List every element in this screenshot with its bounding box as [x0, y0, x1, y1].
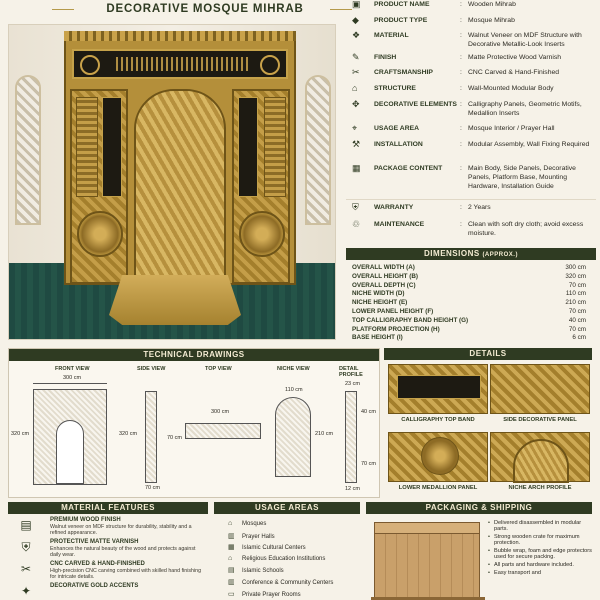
left-window — [15, 75, 41, 225]
usage-item — [228, 543, 306, 551]
spec-label: WARRANTY — [374, 204, 414, 211]
spec-colon: : — [460, 85, 462, 92]
front-view-drawing — [33, 389, 107, 485]
dimension-label: LOWER PANEL HEIGHT (F) — [352, 308, 434, 315]
calligraphy-script — [116, 57, 248, 71]
school-icon: ⌂ — [228, 554, 233, 562]
pattern-icon: ✥ — [352, 99, 360, 109]
dimension-value: 320 cm — [565, 272, 586, 280]
dimension-label: PLATFORM PROJECTION (H) — [352, 325, 440, 333]
dimension-value: 110 cm — [565, 290, 586, 298]
side-depth-label: 70 cm — [145, 485, 160, 491]
packaging-item: • Easy transport and — [488, 570, 592, 576]
right-window — [305, 75, 331, 225]
crate-lid — [374, 522, 480, 534]
spec-colon: : — [460, 101, 462, 108]
packaging-header: PACKAGING & SHIPPING — [366, 502, 592, 514]
dimension-row — [352, 299, 592, 308]
spec-colon: : — [460, 165, 462, 172]
dimension-value: 210 cm — [565, 299, 586, 307]
spec-colon: : — [460, 17, 462, 24]
rug-icon: ▭ — [228, 590, 235, 598]
spec-value: Matte Protective Wood Varnish — [468, 54, 562, 61]
dimension-label: OVERALL HEIGHT (B) — [352, 272, 419, 280]
dimensions-subtitle: (APPROX.) — [482, 252, 518, 258]
dimension-row — [352, 308, 592, 317]
usage-item — [228, 555, 325, 562]
spec-colon: : — [460, 204, 462, 211]
wood-icon: ▤ — [20, 518, 32, 532]
right-side-panel — [232, 89, 290, 284]
left-calligraphy-panel — [102, 97, 122, 197]
spec-colon: : — [460, 69, 462, 76]
band-medallion-right — [260, 55, 280, 75]
layers-icon: ❖ — [352, 30, 361, 40]
side-view-drawing — [145, 391, 157, 483]
niche-view-drawing — [275, 397, 311, 477]
packaging-item: • Bubble wrap, foam and edge protectors used for secure packing. — [488, 548, 592, 561]
dimension-value: 300 cm — [565, 264, 586, 271]
packaging-item: • Delivered disassembled in modular parts. — [488, 520, 592, 533]
shipping-crate-image — [374, 522, 480, 598]
dimension-label: TOP CALLIGRAPHY BAND HEIGHT (G) — [352, 316, 469, 324]
structure-icon: ⌂ — [352, 83, 358, 93]
details-header: DETAILS — [384, 348, 592, 360]
wrench-icon: ⚒ — [352, 139, 361, 149]
spec-label: USAGE AREA — [374, 125, 420, 132]
dimension-value: 70 cm — [568, 281, 586, 289]
spec-label: PRODUCT TYPE — [374, 17, 428, 24]
spec-value: Clean with soft dry cloth; avoid excess moisture. — [468, 221, 584, 237]
top-view-drawing — [185, 423, 261, 439]
dimension-row — [352, 282, 592, 291]
usage-item — [228, 578, 333, 586]
spec-label: PACKAGE CONTENT — [374, 165, 443, 172]
spec-colon: : — [460, 141, 462, 148]
top-depth-label: 70 cm — [167, 435, 182, 441]
star-icon: ✦ — [20, 584, 32, 598]
dimensions-header — [346, 248, 596, 260]
spec-label: FINISH — [374, 54, 397, 61]
center-icon: ▦ — [228, 544, 235, 552]
arch-inset — [513, 439, 569, 483]
calligraphy-inset — [397, 375, 481, 399]
side-height-label: 320 cm — [119, 431, 138, 437]
detail-caption: LOWER MEDALLION PANEL — [398, 485, 478, 491]
book-icon: ▤ — [228, 567, 235, 575]
front-view-label: FRONT VIEW — [55, 366, 90, 372]
right-calligraphy-panel — [238, 97, 258, 197]
dimension-label: NICHE HEIGHT (E) — [352, 299, 408, 307]
niche-view-label: NICHE VIEW — [277, 366, 310, 372]
detail-width-label: 23 cm — [345, 381, 360, 387]
material-features — [8, 502, 208, 600]
left-medallion — [77, 211, 123, 257]
usage-item — [228, 590, 301, 598]
material-desc: Walnut veneer on MDF structure for durability, stability and a refined appearance. — [50, 524, 192, 537]
niche-height-label: 210 cm — [315, 431, 334, 437]
usage-label: Mosques — [242, 521, 267, 527]
packaging-shipping — [366, 502, 592, 600]
spec-colon: : — [460, 221, 462, 228]
page-title: DECORATIVE MOSQUE MIHRAB — [106, 3, 304, 15]
front-height-label: 320 cm — [11, 431, 30, 437]
usage-label: Islamic Schools — [242, 568, 284, 575]
spec-value: CNC Carved & Hand-Finished — [468, 69, 560, 76]
cloth-icon: ♲ — [352, 219, 361, 229]
spec-value: Main Body, Side Panels, Decorative Panels, Platform Base, Mounting Hardware, Installation Guide — [468, 165, 576, 190]
front-width-label: 300 cm — [63, 375, 82, 381]
band-medallion-left — [80, 55, 100, 75]
spec-value: Wall-Mounted Modular Body — [468, 85, 554, 92]
spec-row — [346, 164, 596, 200]
dimension-row — [352, 317, 592, 326]
spec-value: Mosque Mihrab — [468, 17, 515, 24]
spec-value: Modular Assembly, Wall Fixing Required — [468, 141, 590, 148]
usage-header: USAGE AREAS — [214, 502, 360, 514]
niche-width-label: 110 cm — [285, 387, 303, 393]
tools-icon: ✂ — [352, 67, 360, 77]
material-desc: Enhances the natural beauty of the wood and protects against daily wear. — [50, 546, 196, 559]
detail-base-label: 12 cm — [345, 486, 360, 492]
details-panel — [384, 348, 592, 498]
title-rule-left — [52, 9, 74, 10]
detail-height-lower-label: 70 cm — [361, 461, 376, 467]
building-icon: ▥ — [228, 579, 235, 586]
packaging-item: • All parts and hardware included. — [488, 562, 592, 568]
location-icon: ⌖ — [352, 123, 358, 133]
usage-item — [228, 566, 284, 574]
material-title: CNC CARVED & HAND-FINISHED — [50, 561, 145, 567]
dimensions-panel — [346, 248, 596, 346]
spec-label: DECORATIVE ELEMENTS — [374, 101, 457, 108]
usage-label: Islamic Cultural Centers — [242, 545, 306, 552]
brush-icon: ✎ — [352, 52, 360, 62]
dimension-row — [352, 334, 592, 343]
tools-icon: ✂ — [20, 562, 32, 576]
usage-item — [228, 520, 266, 527]
detail-thumb-medallion — [388, 432, 488, 482]
dimension-label: BASE HEIGHT (I) — [352, 334, 403, 342]
right-medallion — [239, 211, 285, 257]
dimension-row — [352, 326, 592, 335]
usage-label: Conference & Community Centers — [242, 580, 334, 586]
dimension-row — [352, 273, 592, 282]
usage-label: Religious Education Institutions — [242, 555, 326, 562]
spec-colon: : — [460, 54, 462, 61]
dimension-label: OVERALL WIDTH (A) — [352, 264, 415, 271]
material-title: PREMIUM WOOD FINISH — [50, 517, 121, 523]
spec-value: Wooden Mihrab — [468, 1, 516, 8]
packaging-item: • Strong wooden crate for maximum protection. — [488, 534, 592, 547]
technical-header: TECHNICAL DRAWINGS — [9, 349, 379, 361]
material-title: DECORATIVE GOLD ACCENTS — [50, 583, 139, 589]
front-width-line — [33, 383, 107, 384]
spec-value: Calligraphy Panels, Geometric Motifs, Medallion Inserts — [468, 101, 582, 117]
medallion-inset — [421, 437, 459, 475]
dimension-label: OVERALL DEPTH (C) — [352, 281, 416, 289]
spec-colon: : — [460, 125, 462, 132]
left-geometric-panel — [76, 97, 98, 197]
detail-thumb-side-panel — [490, 364, 590, 414]
top-view-label: TOP VIEW — [205, 366, 232, 372]
usage-label: Prayer Halls — [242, 533, 275, 540]
dimension-row — [352, 290, 592, 299]
spec-value: 2 Years — [468, 204, 491, 211]
top-width-label: 300 cm — [211, 409, 230, 415]
spec-label: CRAFTSMANSHIP — [374, 69, 433, 76]
detail-thumb-calligraphy — [388, 364, 488, 414]
spec-label: INSTALLATION — [374, 141, 423, 148]
dimension-label: NICHE WIDTH (D) — [352, 290, 405, 298]
spec-value: Mosque Interior / Prayer Hall — [468, 125, 555, 132]
left-side-panel — [70, 89, 128, 284]
spec-label: PRODUCT NAME — [374, 1, 430, 8]
spec-label: STRUCTURE — [374, 85, 416, 92]
detail-caption: SIDE DECORATIVE PANEL — [503, 417, 577, 423]
tag-icon: ◆ — [352, 15, 359, 25]
spec-table — [346, 0, 596, 244]
right-geometric-panel — [264, 97, 286, 197]
detail-thumb-niche-arch — [490, 432, 590, 482]
dimension-value: 6 cm — [572, 334, 586, 342]
material-header: MATERIAL FEATURES — [8, 502, 208, 514]
niche-arch — [134, 89, 226, 284]
detail-caption: CALLIGRAPHY TOP BAND — [401, 417, 475, 423]
usage-areas — [214, 502, 360, 600]
spec-label: MATERIAL — [374, 32, 409, 39]
mihrab-body — [64, 35, 296, 285]
usage-item — [228, 532, 275, 540]
product-photo — [8, 24, 336, 340]
spec-colon: : — [460, 32, 462, 39]
front-niche-outline — [56, 420, 84, 484]
detail-caption: NICHE ARCH PROFILE — [508, 485, 572, 491]
spec-colon: : — [460, 1, 462, 8]
side-view-label: SIDE VIEW — [137, 366, 166, 372]
material-title: PROTECTIVE MATTE VARNISH — [50, 539, 139, 545]
dimension-value: 70 cm — [568, 325, 586, 333]
detail-profile-drawing — [345, 391, 357, 483]
dimension-value: 70 cm — [568, 308, 586, 315]
platform-base — [109, 275, 241, 325]
shield-icon: ⛨ — [352, 202, 359, 212]
dimension-value: 40 cm — [568, 316, 586, 324]
calligraphy-band — [72, 49, 288, 79]
mihrab-crest — [64, 31, 296, 41]
box-icon: ▣ — [352, 0, 361, 9]
usage-label: Private Prayer Rooms — [242, 591, 301, 598]
detail-profile-label: DETAIL PROFILE — [339, 366, 363, 378]
hall-icon: ▥ — [228, 532, 235, 540]
dimension-row — [352, 264, 592, 273]
material-desc: High-precision CNC carving combined with skilled hand finishing for intricate details. — [50, 568, 202, 581]
package-icon: ▦ — [352, 163, 361, 173]
spec-value: Walnut Veneer on MDF Structure with Decorative Metallic-Look Inserts — [468, 32, 582, 48]
detail-height-upper-label: 40 cm — [361, 409, 376, 415]
technical-drawings — [8, 348, 380, 498]
shield-check-icon: ⛨ — [21, 540, 31, 554]
packaging-list — [488, 520, 592, 577]
mosque-icon: ⌂ — [228, 520, 233, 527]
dimensions-title: DIMENSIONS — [424, 249, 480, 258]
spec-label: MAINTENANCE — [374, 221, 425, 228]
